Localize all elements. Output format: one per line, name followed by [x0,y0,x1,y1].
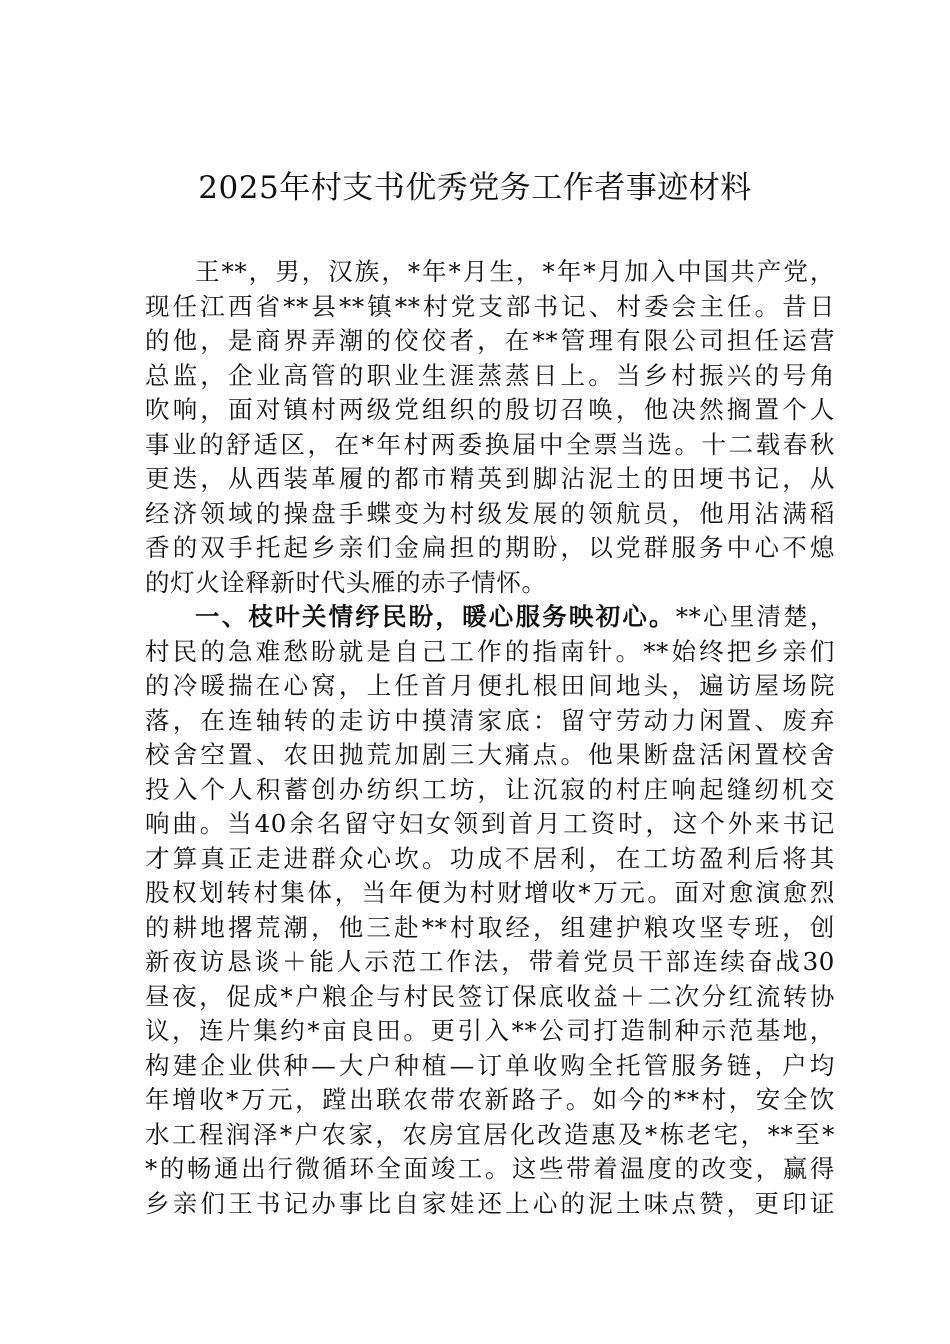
paragraph-1-line: 香的双手托起乡亲们金扁担的期盼，以党群服务中心不熄 [145,533,835,562]
section-1-line: 昼夜，促成*户粮企与村民签订保底收益＋二次分红流转协 [145,981,835,1011]
paragraph-1-line: 吹响，面对镇村两级党组织的殷切召唤，他决然搁置个人 [145,395,835,424]
section-1-first-line-text: **心里清楚， [675,602,835,631]
paragraph-1-line: 现任江西省**县**镇**村党支部书记、村委会主任。昔日 [145,291,835,321]
paragraph-1-line: 更迭，从西装革履的都市精英到脚沾泥土的田埂书记，从 [145,464,835,493]
section-1-line: 的耕地撂荒潮，他三赴**村取经，组建护粮攻坚专班，创 [145,912,835,942]
paragraph-1-line: 的他，是商界弄潮的佼佼者，在**管理有限公司担任运营 [145,326,835,355]
paragraph-1-line: 总监，企业高管的职业生涯蒸蒸日上。当乡村振兴的号角 [145,360,835,390]
section-1-line: 年增收*万元，蹚出联农带农新路子。如今的**村，安全饮 [145,1085,835,1114]
section-1-line: 响曲。当40余名留守妇女领到首月工资时，这个外来书记 [145,809,835,838]
section-1-first-line [145,600,835,635]
section-1-line: 新夜访恳谈＋能人示范工作法，带着党员干部连续奋战30 [145,947,835,976]
section-1-line: 投入个人积蓄创办纺织工坊，让沉寂的村庄响起缝纫机交 [145,774,835,804]
section-1-line: 校舍空置、农田抛荒加剧三大痛点。他果断盘活闲置校舍 [145,740,835,769]
section-1-line: 落，在连轴转的走访中摸清家底：留守劳动力闲置、废弃 [145,705,835,735]
document-body [145,255,835,1221]
section-1-line: 议，连片集约*亩良田。更引入**公司打造制种示范基地， [145,1016,835,1045]
section-1-line: 构建企业供种—大户种植—订单收购全托管服务链，户均 [145,1050,835,1080]
section-1-heading: 一、枝叶关情纾民盼，暖心服务映初心。 [195,602,676,631]
document-title: 2025年村支书优秀党务工作者事迹材料 [198,170,752,206]
section-1-line: 才算真正走进群众心坎。功成不居利，在工坊盈利后将其 [145,843,835,873]
paragraph-1-line: 的灯火诠释新时代头雁的赤子情怀。 [145,567,547,597]
paragraph-1-line: 王**，男，汉族，*年*月生，*年*月加入中国共产党， [195,257,835,286]
section-1-line: 水工程润泽*户农家，农房宜居化改造惠及*栋老宅，**至* [145,1119,835,1149]
paragraph-1-line: 经济领域的操盘手蝶变为村级发展的领航员，他用沾满稻 [145,498,835,528]
section-1-line: 乡亲们王书记办事比自家娃还上心的泥土味点赞，更印证 [145,1188,835,1218]
section-1-line: *的畅通出行微循环全面竣工。这些带着温度的改变，赢得 [145,1154,835,1183]
section-1-line: 的冷暖揣在心窝，上任首月便扎根田间地头，遍访屋场院 [145,671,835,700]
paragraph-1-line: 事业的舒适区，在*年村两委换届中全票当选。十二载春秋 [145,429,835,459]
section-1-line: 股权划转村集体，当年便为村财增收*万元。面对愈演愈烈 [145,878,835,907]
section-1-line: 村民的急难愁盼就是自己工作的指南针。**始终把乡亲们 [145,636,835,666]
